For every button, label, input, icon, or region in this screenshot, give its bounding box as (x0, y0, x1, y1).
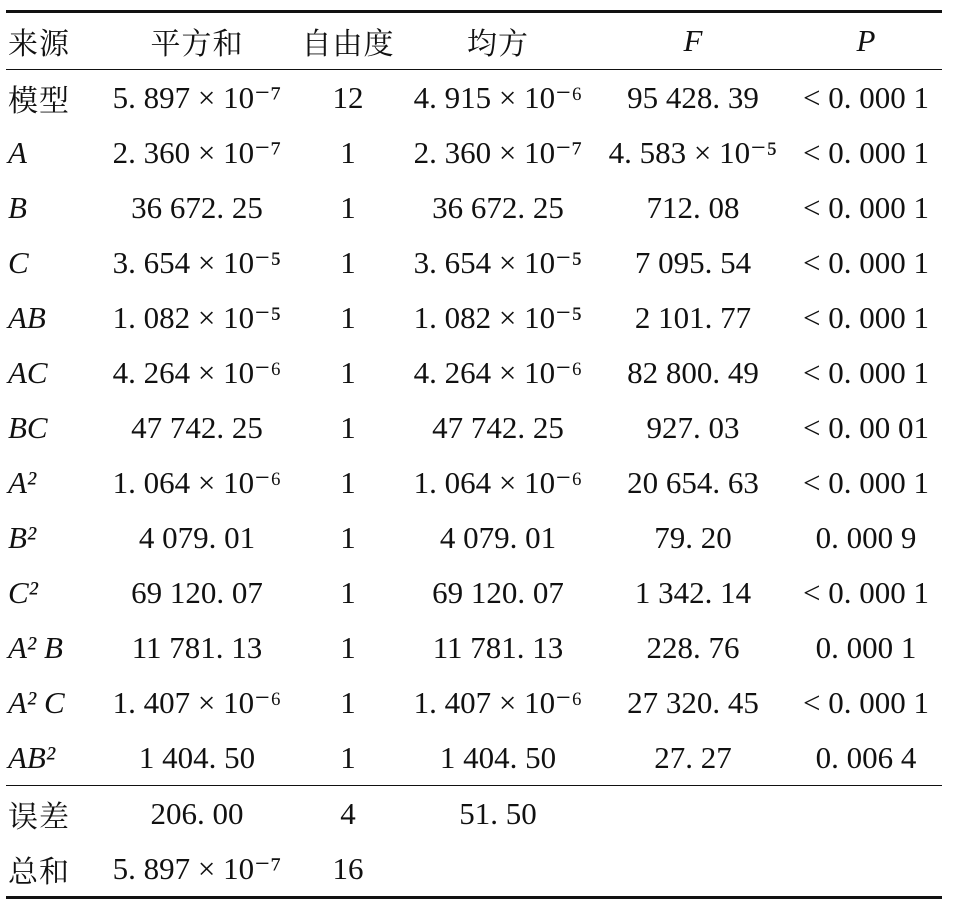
cell-p-value: < 0. 000 1 (803, 244, 929, 280)
cell-p-value: < 0. 000 1 (803, 684, 929, 720)
cell-sum-of-squares: 4 079. 01 (138, 519, 256, 555)
cell-p-value: < 0. 000 1 (803, 464, 929, 500)
cell-p-value: < 0. 000 1 (803, 574, 929, 610)
cell-source: 模型 (8, 83, 70, 119)
cell-degrees-of-freedom: 1 (340, 134, 356, 170)
cell-f-value: 27. 27 (654, 739, 732, 775)
cell-p-value: < 0. 000 1 (803, 189, 929, 225)
cell-mean-square: 1. 064 × 10⁻⁶ (413, 464, 583, 500)
cell-sum-of-squares: 2. 360 × 10⁻⁷ (112, 134, 282, 170)
cell-sum-of-squares: 4. 264 × 10⁻⁶ (112, 354, 282, 390)
cell-degrees-of-freedom: 1 (340, 464, 356, 500)
cell-mean-square: 11 781. 13 (432, 629, 564, 665)
cell-f-value (596, 786, 790, 842)
cell-sum-of-squares: 11 781. 13 (131, 629, 263, 665)
cell-f-value: 1 342. 14 (634, 574, 752, 610)
table-row (6, 565, 942, 620)
cell-f-value: 20 654. 63 (627, 464, 759, 500)
cell-source: AB (8, 299, 46, 335)
cell-source: A (8, 134, 27, 170)
cell-f-value: 712. 08 (646, 189, 740, 225)
anova-table-container (6, 10, 942, 899)
cell-mean-square: 36 672. 25 (432, 189, 564, 225)
cell-f-value: 228. 76 (646, 629, 740, 665)
cell-sum-of-squares: 69 120. 07 (131, 574, 263, 610)
cell-degrees-of-freedom: 1 (340, 299, 356, 335)
cell-degrees-of-freedom: 1 (340, 189, 356, 225)
cell-mean-square: 1 404. 50 (439, 739, 557, 775)
cell-f-value: 927. 03 (646, 409, 740, 445)
table-row (6, 620, 942, 675)
cell-p-value: < 0. 000 1 (803, 134, 929, 170)
cell-degrees-of-freedom: 1 (340, 629, 356, 665)
cell-p-value: 0. 000 1 (815, 629, 917, 665)
cell-p-value (790, 786, 942, 842)
cell-source: B (8, 189, 27, 225)
cell-sum-of-squares: 36 672. 25 (131, 189, 263, 225)
table-row (6, 841, 942, 898)
header-p-value: P (856, 23, 876, 58)
cell-sum-of-squares: 5. 897 × 10⁻⁷ (112, 79, 282, 115)
cell-mean-square (400, 841, 596, 898)
cell-mean-square: 51. 50 (459, 795, 537, 831)
cell-f-value: 95 428. 39 (627, 79, 759, 115)
cell-mean-square: 47 742. 25 (432, 409, 564, 445)
cell-mean-square: 69 120. 07 (432, 574, 564, 610)
cell-degrees-of-freedom: 1 (340, 409, 356, 445)
cell-p-value: < 0. 00 01 (803, 409, 929, 445)
cell-degrees-of-freedom: 1 (340, 684, 356, 720)
cell-degrees-of-freedom: 1 (340, 739, 356, 775)
cell-degrees-of-freedom: 16 (332, 850, 364, 886)
cell-sum-of-squares: 1. 407 × 10⁻⁶ (112, 684, 282, 720)
cell-p-value: < 0. 000 1 (803, 299, 929, 335)
cell-source: A² C (8, 684, 65, 720)
cell-f-value: 27 320. 45 (627, 684, 759, 720)
header-row (6, 12, 942, 70)
cell-p-value (790, 841, 942, 898)
cell-degrees-of-freedom: 1 (340, 519, 356, 555)
cell-f-value: 79. 20 (654, 519, 732, 555)
table-row (6, 730, 942, 786)
table-row (6, 510, 942, 565)
table-row (6, 786, 942, 842)
table-row (6, 400, 942, 455)
header-mean-square: 均方 (467, 27, 529, 62)
cell-source: B² (8, 519, 37, 555)
cell-degrees-of-freedom: 1 (340, 244, 356, 280)
cell-sum-of-squares: 206. 00 (150, 795, 244, 831)
cell-f-value: 82 800. 49 (627, 354, 759, 390)
cell-source: AB² (8, 739, 56, 775)
table-row (6, 290, 942, 345)
table-header (6, 12, 942, 70)
table-row (6, 345, 942, 400)
cell-degrees-of-freedom: 12 (332, 79, 364, 115)
cell-mean-square: 3. 654 × 10⁻⁵ (413, 244, 583, 280)
cell-p-value: 0. 006 4 (815, 739, 917, 775)
cell-degrees-of-freedom: 4 (340, 795, 356, 831)
cell-mean-square: 4. 264 × 10⁻⁶ (413, 354, 583, 390)
cell-source: C² (8, 574, 38, 610)
cell-mean-square: 1. 407 × 10⁻⁶ (413, 684, 583, 720)
cell-mean-square: 2. 360 × 10⁻⁷ (413, 134, 583, 170)
cell-sum-of-squares: 1 404. 50 (138, 739, 256, 775)
header-source: 来源 (8, 27, 70, 62)
cell-p-value: 0. 000 9 (815, 519, 917, 555)
table-row (6, 125, 942, 180)
cell-source: A² B (8, 629, 63, 665)
table-row (6, 70, 942, 126)
cell-degrees-of-freedom: 1 (340, 574, 356, 610)
cell-sum-of-squares: 47 742. 25 (131, 409, 263, 445)
table-row (6, 455, 942, 510)
cell-f-value (596, 841, 790, 898)
cell-degrees-of-freedom: 1 (340, 354, 356, 390)
header-sum-of-squares: 平方和 (150, 27, 244, 62)
cell-p-value: < 0. 000 1 (803, 79, 929, 115)
cell-source: C (8, 244, 29, 280)
cell-f-value: 2 101. 77 (634, 299, 752, 335)
cell-f-value: 4. 583 × 10⁻⁵ (608, 134, 778, 170)
cell-mean-square: 4 079. 01 (439, 519, 557, 555)
cell-source: AC (8, 354, 48, 390)
cell-mean-square: 1. 082 × 10⁻⁵ (413, 299, 583, 335)
cell-f-value: 7 095. 54 (634, 244, 752, 280)
table-summary (6, 786, 942, 898)
cell-mean-square: 4. 915 × 10⁻⁶ (413, 79, 583, 115)
cell-sum-of-squares: 1. 082 × 10⁻⁵ (112, 299, 282, 335)
table-row (6, 235, 942, 290)
cell-source: A² (8, 464, 37, 500)
cell-source: BC (8, 409, 48, 445)
table-body (6, 70, 942, 786)
header-degrees-of-freedom: 自由度 (301, 27, 395, 62)
table-row (6, 180, 942, 235)
cell-sum-of-squares: 3. 654 × 10⁻⁵ (112, 244, 282, 280)
header-f-value: F (683, 23, 703, 58)
cell-sum-of-squares: 1. 064 × 10⁻⁶ (112, 464, 282, 500)
cell-sum-of-squares: 5. 897 × 10⁻⁷ (112, 850, 282, 886)
cell-p-value: < 0. 000 1 (803, 354, 929, 390)
cell-source: 总和 (8, 854, 70, 890)
cell-source: 误差 (8, 799, 70, 835)
anova-table (6, 10, 942, 899)
table-row (6, 675, 942, 730)
